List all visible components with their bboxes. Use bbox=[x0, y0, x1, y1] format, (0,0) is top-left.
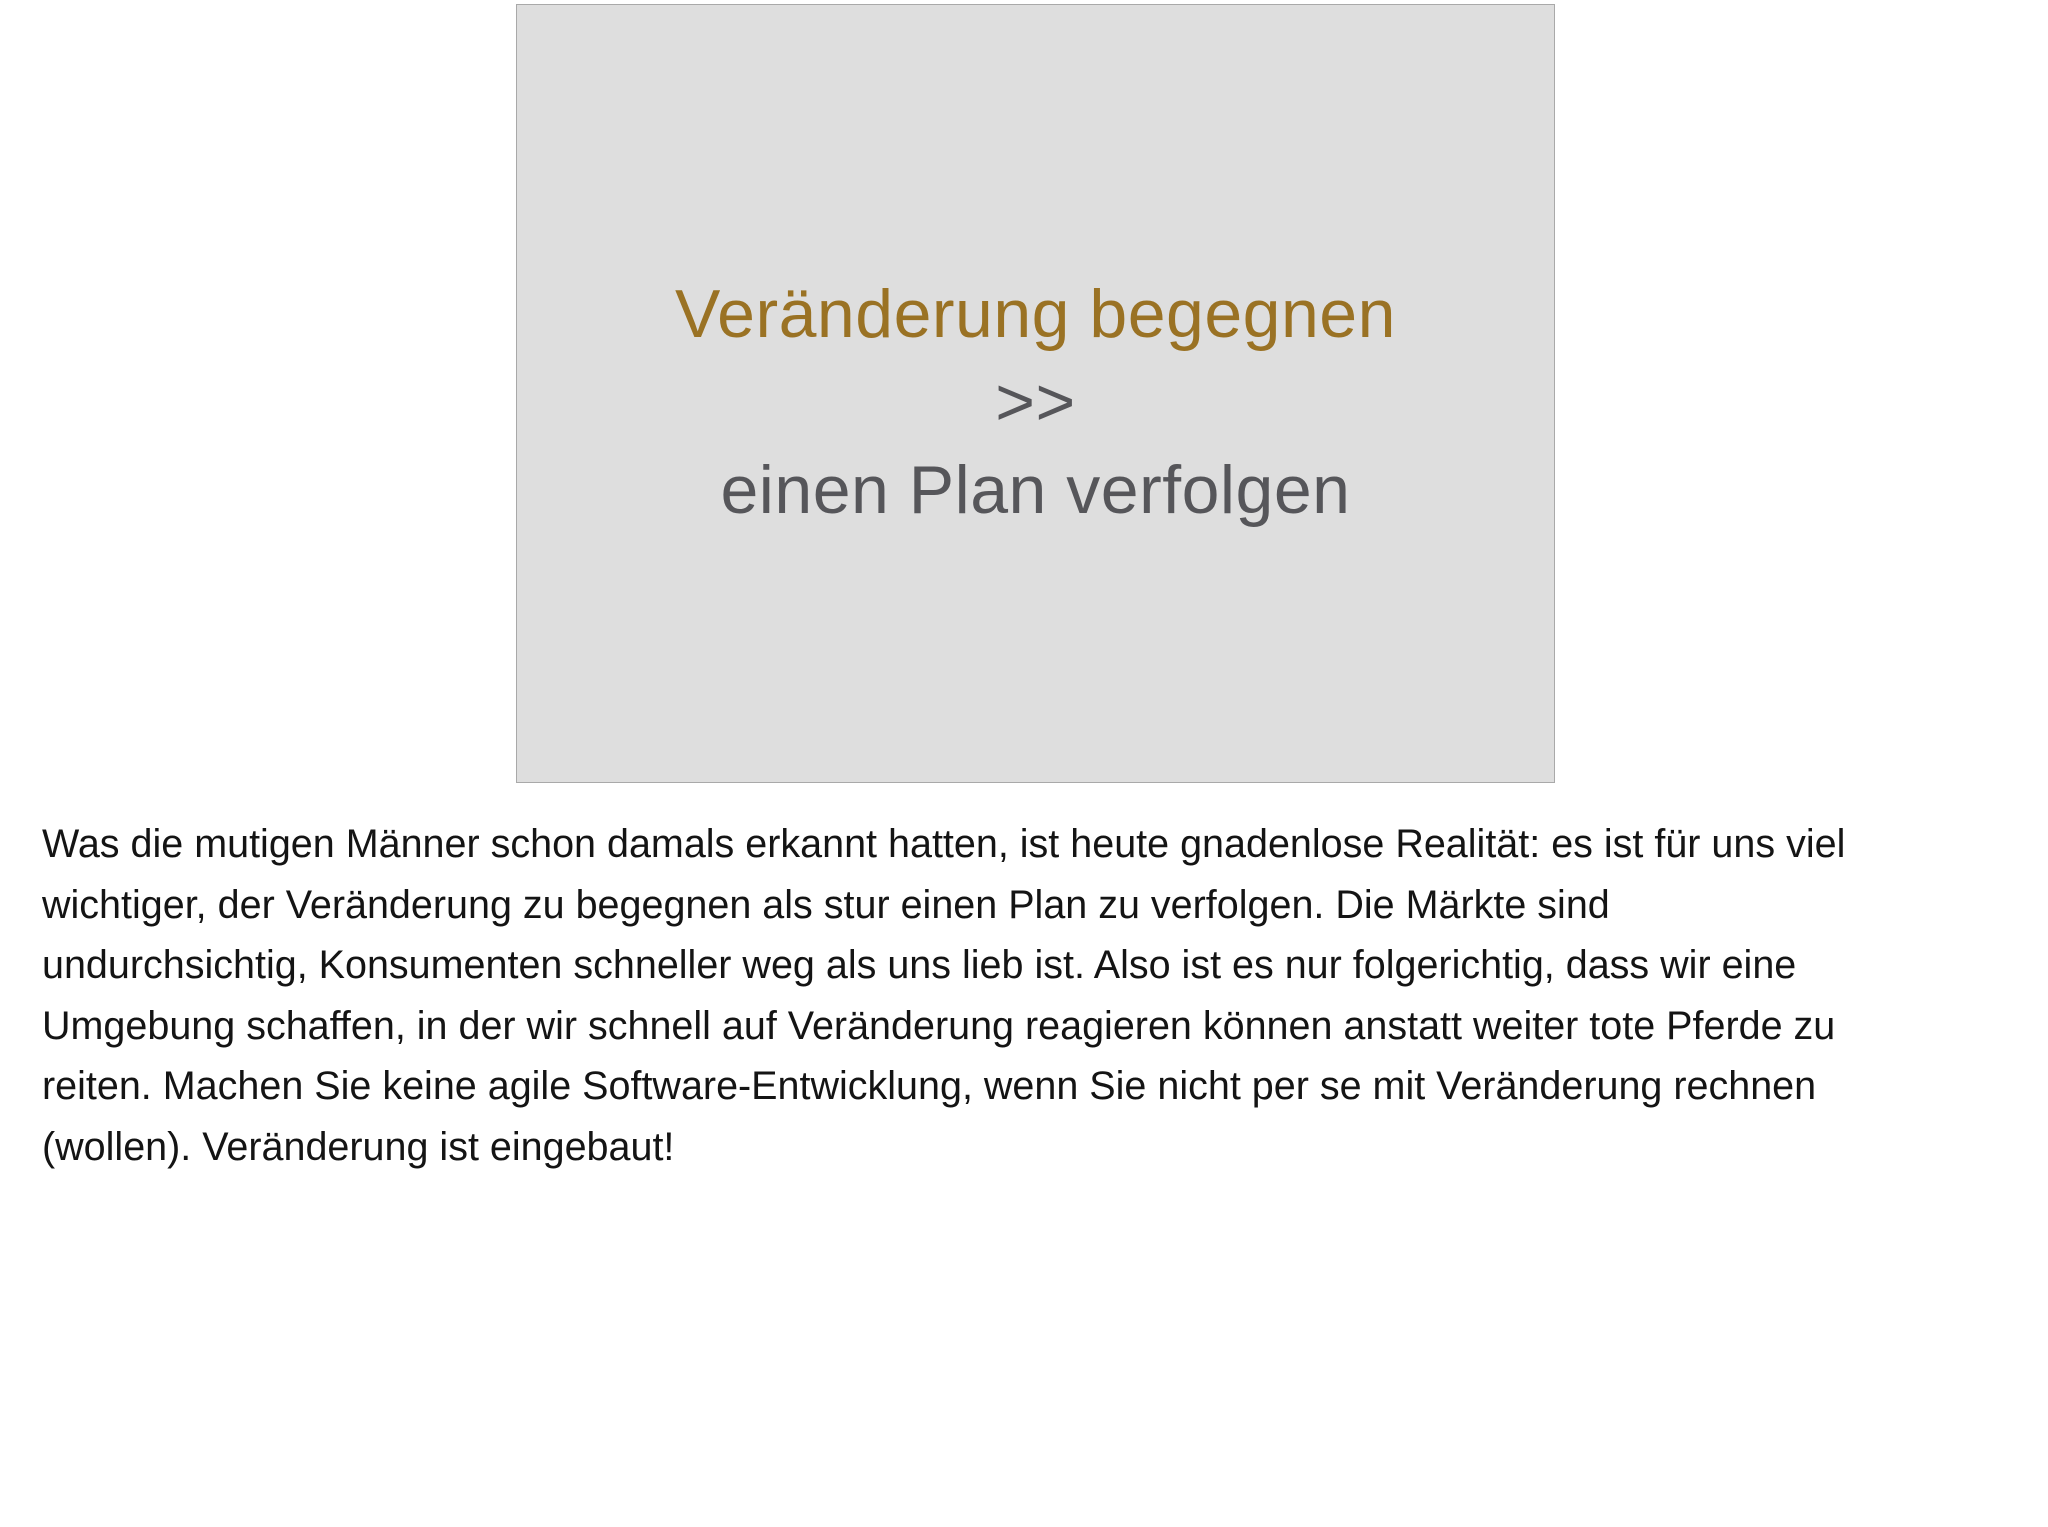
notes-line: undurchsichtig, Konsumenten schneller weg als uns lieb ist. Also ist es nur folgerichtig, dass wir eine bbox=[42, 943, 1797, 987]
slide-content bbox=[517, 270, 1554, 534]
slide-title: Veränderung begegnen bbox=[675, 276, 1396, 352]
slide-arrow: >> bbox=[995, 364, 1076, 440]
notes-line: Umgebung schaffen, in der wir schnell auf Veränderung reagieren können anstatt weiter tote Pferde zu bbox=[42, 1003, 1836, 1048]
notes-line: wichtiger, der Veränderung zu begegnen als stur einen Plan zu verfolgen. Die Märkte sind bbox=[42, 882, 1610, 927]
speaker-notes bbox=[42, 814, 2027, 1177]
slide-thumbnail bbox=[516, 4, 1555, 783]
notes-line: Was die mutigen Männer schon damals erkannt hatten, ist heute gnadenlose Realität: es ist für uns viel bbox=[42, 822, 1846, 866]
notes-line: (wollen). Veränderung ist eingebaut! bbox=[42, 1124, 675, 1169]
notes-line: reiten. Machen Sie keine agile Software-Entwicklung, wenn Sie nicht per se mit Veränderung rechnen bbox=[42, 1064, 1817, 1108]
slide-subtitle: einen Plan verfolgen bbox=[720, 452, 1351, 528]
